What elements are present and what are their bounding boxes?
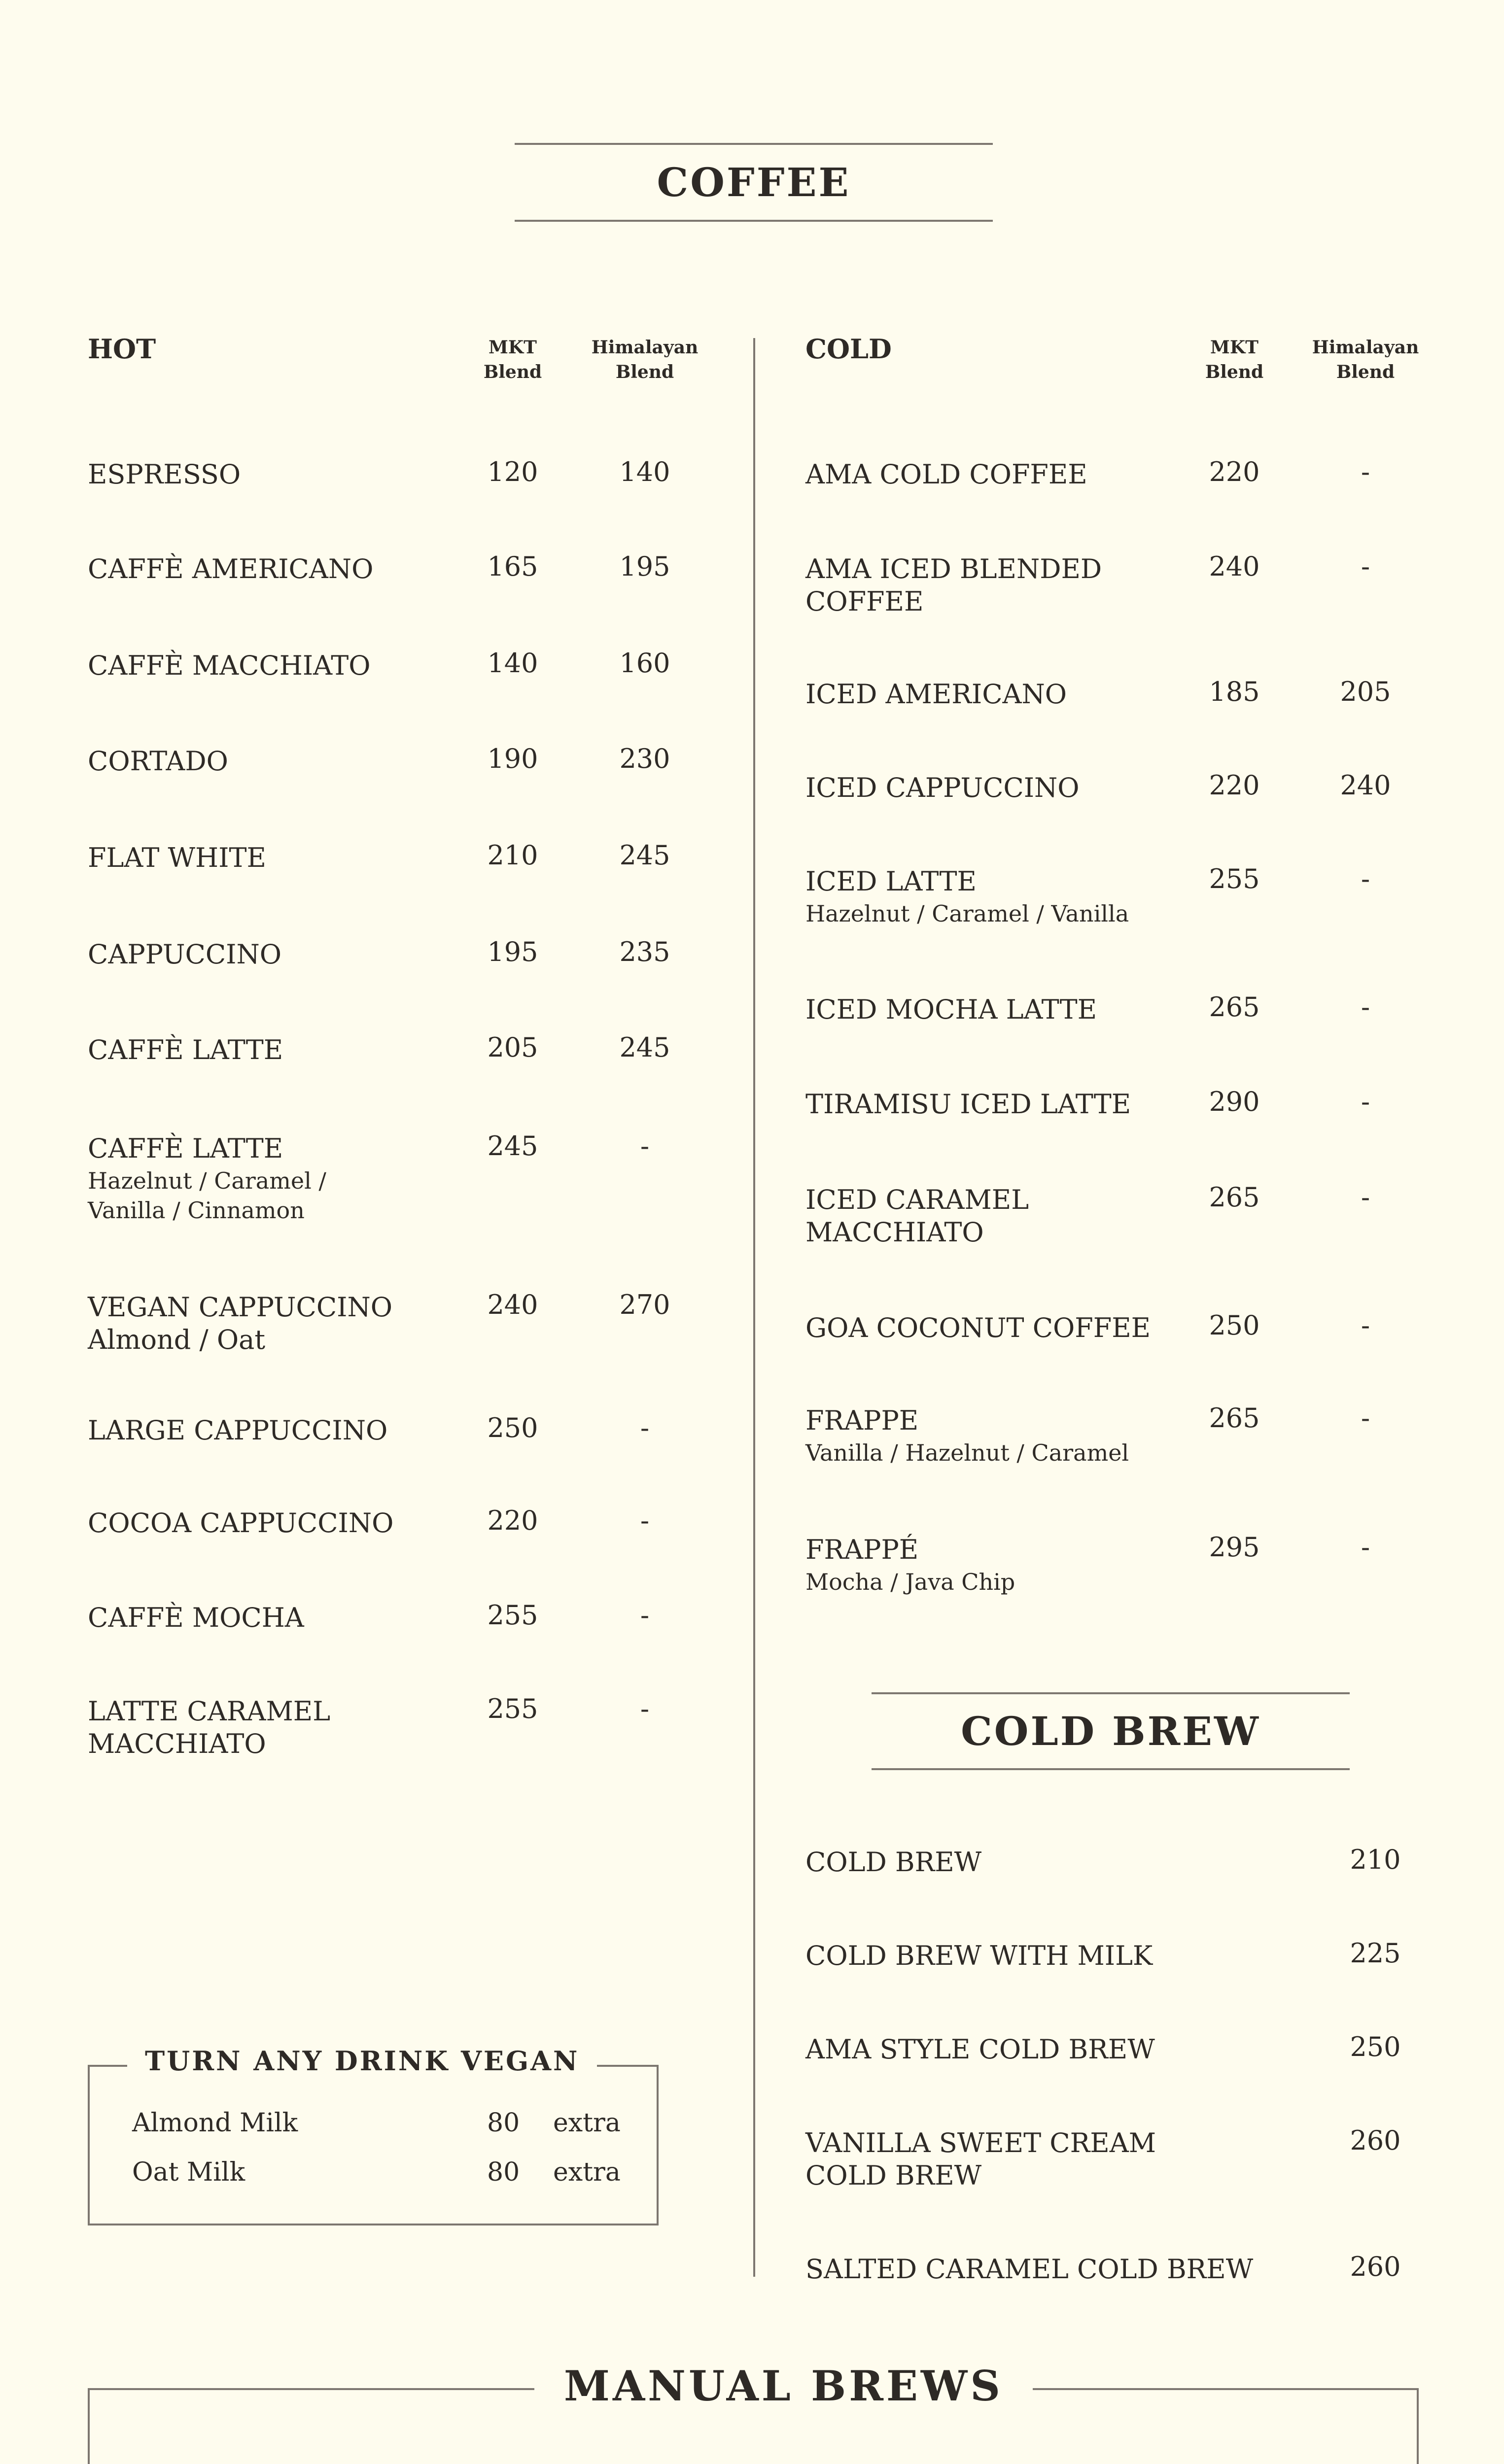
vegan-item-name: Almond Milk bbox=[132, 2108, 298, 2138]
vegan-title: TURN ANY DRINK VEGAN bbox=[127, 2045, 597, 2077]
cold-item-price-himalayan-blend: - bbox=[1361, 551, 1370, 582]
hot-col-mkt-blend: MKT Blend bbox=[483, 337, 542, 382]
manual-brews-box bbox=[88, 2361, 1419, 2464]
hot-item-price-himalayan-blend: 245 bbox=[619, 1032, 670, 1063]
cold-item-price-himalayan-blend: - bbox=[1361, 863, 1370, 894]
hot-item-price-mkt-blend: 120 bbox=[487, 456, 538, 487]
vegan-item-note: extra bbox=[553, 2108, 621, 2138]
hot-item-price-himalayan-blend: 140 bbox=[619, 456, 670, 487]
hot-item-name: CAPPUCCINO bbox=[88, 939, 282, 970]
cold-item bbox=[0, 676, 1504, 710]
hot-item-price-mkt-blend: 205 bbox=[487, 1032, 538, 1063]
cold-item bbox=[0, 992, 1504, 1025]
cold-item-name: ICED CARAMEL MACCHIATO bbox=[805, 1184, 1029, 1248]
cold-item-name: AMA COLD COFFEE bbox=[805, 459, 1087, 490]
cold-item-name: GOA COCONUT COFFEE bbox=[805, 1312, 1151, 1343]
cold-col-himalayan-blend: Himalayan Blend bbox=[1312, 337, 1419, 382]
cold-col-mkt-blend: MKT Blend bbox=[1205, 337, 1264, 382]
cold-item-price-himalayan-blend: - bbox=[1361, 1086, 1370, 1117]
hot-item-name: CAFFÈ AMERICANO bbox=[88, 553, 374, 584]
hot-item-price-himalayan-blend: 230 bbox=[619, 743, 670, 774]
hot-item-name: CAFFÈ LATTE bbox=[88, 1034, 283, 1065]
hot-item-price-himalayan-blend: - bbox=[640, 1600, 650, 1631]
hot-item-name: LARGE CAPPUCCINO bbox=[88, 1415, 388, 1446]
hot-item-name: CAFFÈ MOCHA bbox=[88, 1602, 304, 1633]
hot-item-price-himalayan-blend: 235 bbox=[619, 936, 670, 967]
cold-item-price-mkt-blend: 185 bbox=[1209, 676, 1260, 707]
hot-item bbox=[0, 743, 1504, 777]
hot-item-price-himalayan-blend: - bbox=[640, 1130, 650, 1162]
hot-item-price-himalayan-blend: 270 bbox=[619, 1289, 670, 1320]
cold-title: COLD bbox=[805, 333, 892, 365]
vegan-item-name: Oat Milk bbox=[132, 2157, 245, 2187]
cold-item-name: TIRAMISU ICED LATTE bbox=[805, 1089, 1131, 1120]
hot-item-price-himalayan-blend: 245 bbox=[619, 840, 670, 871]
hot-item-description: Hazelnut / Caramel / Vanilla / Cinnamon bbox=[88, 1167, 326, 1224]
hot-item-price-mkt-blend: 195 bbox=[487, 936, 538, 967]
cold-brew-item bbox=[0, 2251, 1504, 2285]
coffee-heading-text: COFFEE bbox=[657, 159, 851, 205]
cold-item-price-himalayan-blend: - bbox=[1361, 992, 1370, 1023]
cold-brew-item-name: COLD BREW WITH MILK bbox=[805, 1940, 1153, 1971]
hot-item-price-mkt-blend: 220 bbox=[487, 1505, 538, 1536]
cold-item-price-mkt-blend: 265 bbox=[1209, 992, 1260, 1023]
cold-item-description: Mocha / Java Chip bbox=[805, 1569, 1015, 1595]
hot-item-name: VEGAN CAPPUCCINO Almond / Oat bbox=[88, 1292, 392, 1355]
hot-item-price-mkt-blend: 165 bbox=[487, 551, 538, 582]
vegan-row-oat bbox=[132, 2157, 625, 2192]
cold-item-price-mkt-blend: 290 bbox=[1209, 1086, 1260, 1117]
coffee-heading bbox=[515, 143, 993, 222]
hot-item-name: COCOA CAPPUCCINO bbox=[88, 1507, 394, 1539]
cold-brew-heading bbox=[872, 1692, 1350, 1770]
cold-brew-item-price: 210 bbox=[1350, 1844, 1401, 1875]
hot-item-price-mkt-blend: 240 bbox=[487, 1289, 538, 1320]
cold-item-description: Vanilla / Hazelnut / Caramel bbox=[805, 1439, 1129, 1466]
column-divider bbox=[753, 338, 755, 2277]
hot-item-price-mkt-blend: 140 bbox=[487, 648, 538, 679]
cold-item bbox=[0, 1086, 1504, 1120]
vegan-item-note: extra bbox=[553, 2157, 621, 2187]
cold-brew-item-price: 260 bbox=[1350, 2251, 1401, 2282]
cold-brew-item-name: SALTED CARAMEL COLD BREW bbox=[805, 2254, 1254, 2285]
cold-brew-item-price: 250 bbox=[1350, 2031, 1401, 2062]
cold-item bbox=[0, 863, 1504, 927]
hot-item-price-mkt-blend: 250 bbox=[487, 1412, 538, 1443]
hot-item-price-mkt-blend: 245 bbox=[487, 1130, 538, 1162]
cold-item-name: FRAPPE bbox=[805, 1405, 919, 1436]
cold-item-price-mkt-blend: 265 bbox=[1209, 1403, 1260, 1434]
hot-item-price-mkt-blend: 190 bbox=[487, 743, 538, 774]
vegan-item-price: 80 bbox=[487, 2157, 520, 2187]
cold-item-price-mkt-blend: 220 bbox=[1209, 456, 1260, 487]
hot-item-price-himalayan-blend: 195 bbox=[619, 551, 670, 582]
cold-item-name: ICED LATTE bbox=[805, 866, 977, 897]
cold-item-price-himalayan-blend: 240 bbox=[1340, 770, 1391, 801]
hot-item-name: FLAT WHITE bbox=[88, 842, 266, 873]
cold-brew-item bbox=[0, 1844, 1504, 1878]
hot-item-name: ESPRESSO bbox=[88, 459, 241, 490]
cold-item-price-himalayan-blend: - bbox=[1361, 1403, 1370, 1434]
cold-item-price-mkt-blend: 265 bbox=[1209, 1182, 1260, 1213]
hot-item-price-himalayan-blend: - bbox=[640, 1693, 650, 1724]
hot-item-price-mkt-blend: 210 bbox=[487, 840, 538, 871]
cold-brew-item-price: 225 bbox=[1350, 1938, 1401, 1969]
cold-item-name: ICED AMERICANO bbox=[805, 679, 1067, 710]
hot-item-price-mkt-blend: 255 bbox=[487, 1600, 538, 1631]
vegan-item-price: 80 bbox=[487, 2108, 520, 2138]
hot-item-name: CAFFÈ MACCHIATO bbox=[88, 650, 371, 681]
cold-item-description: Hazelnut / Caramel / Vanilla bbox=[805, 900, 1129, 927]
hot-col-himalayan-blend: Himalayan Blend bbox=[591, 337, 699, 382]
cold-item-price-himalayan-blend: 205 bbox=[1340, 676, 1391, 707]
cold-item-price-himalayan-blend: - bbox=[1361, 1532, 1370, 1563]
hot-item-name: LATTE CARAMEL MACCHIATO bbox=[88, 1696, 331, 1759]
cold-item-name: AMA ICED BLENDED COFFEE bbox=[805, 553, 1102, 617]
manual-brews-title: MANUAL BREWS bbox=[534, 2361, 1033, 2410]
cold-item-price-himalayan-blend: - bbox=[1361, 1182, 1370, 1213]
hot-item bbox=[0, 936, 1504, 970]
cold-item-name: ICED CAPPUCCINO bbox=[805, 772, 1080, 803]
hot-item-price-mkt-blend: 255 bbox=[487, 1693, 538, 1724]
cold-item-price-mkt-blend: 240 bbox=[1209, 551, 1260, 582]
hot-item-name: CAFFÈ LATTE bbox=[88, 1133, 283, 1164]
cold-item-price-mkt-blend: 220 bbox=[1209, 770, 1260, 801]
vegan-box bbox=[88, 2045, 659, 2225]
cold-item-price-mkt-blend: 255 bbox=[1209, 863, 1260, 894]
hot-item-name: CORTADO bbox=[88, 746, 228, 777]
cold-item-price-mkt-blend: 250 bbox=[1209, 1310, 1260, 1341]
cold-brew-heading-text: COLD BREW bbox=[961, 1708, 1260, 1754]
cold-item-price-himalayan-blend: - bbox=[1361, 456, 1370, 487]
hot-item-price-himalayan-blend: - bbox=[640, 1412, 650, 1443]
cold-item-price-mkt-blend: 295 bbox=[1209, 1532, 1260, 1563]
cold-brew-item-name: VANILLA SWEET CREAM COLD BREW bbox=[805, 2127, 1156, 2191]
cold-brew-item-name: AMA STYLE COLD BREW bbox=[805, 2034, 1155, 2065]
cold-item-price-himalayan-blend: - bbox=[1361, 1310, 1370, 1341]
cold-item-name: FRAPPÉ bbox=[805, 1534, 919, 1565]
cold-brew-item-price: 260 bbox=[1350, 2125, 1401, 2156]
cold-brew-item-name: COLD BREW bbox=[805, 1847, 982, 1878]
hot-item-price-himalayan-blend: - bbox=[640, 1505, 650, 1536]
cold-item-name: ICED MOCHA LATTE bbox=[805, 994, 1097, 1025]
hot-title: HOT bbox=[88, 333, 156, 365]
vegan-row-almond bbox=[132, 2108, 625, 2143]
hot-item-price-himalayan-blend: 160 bbox=[619, 648, 670, 679]
